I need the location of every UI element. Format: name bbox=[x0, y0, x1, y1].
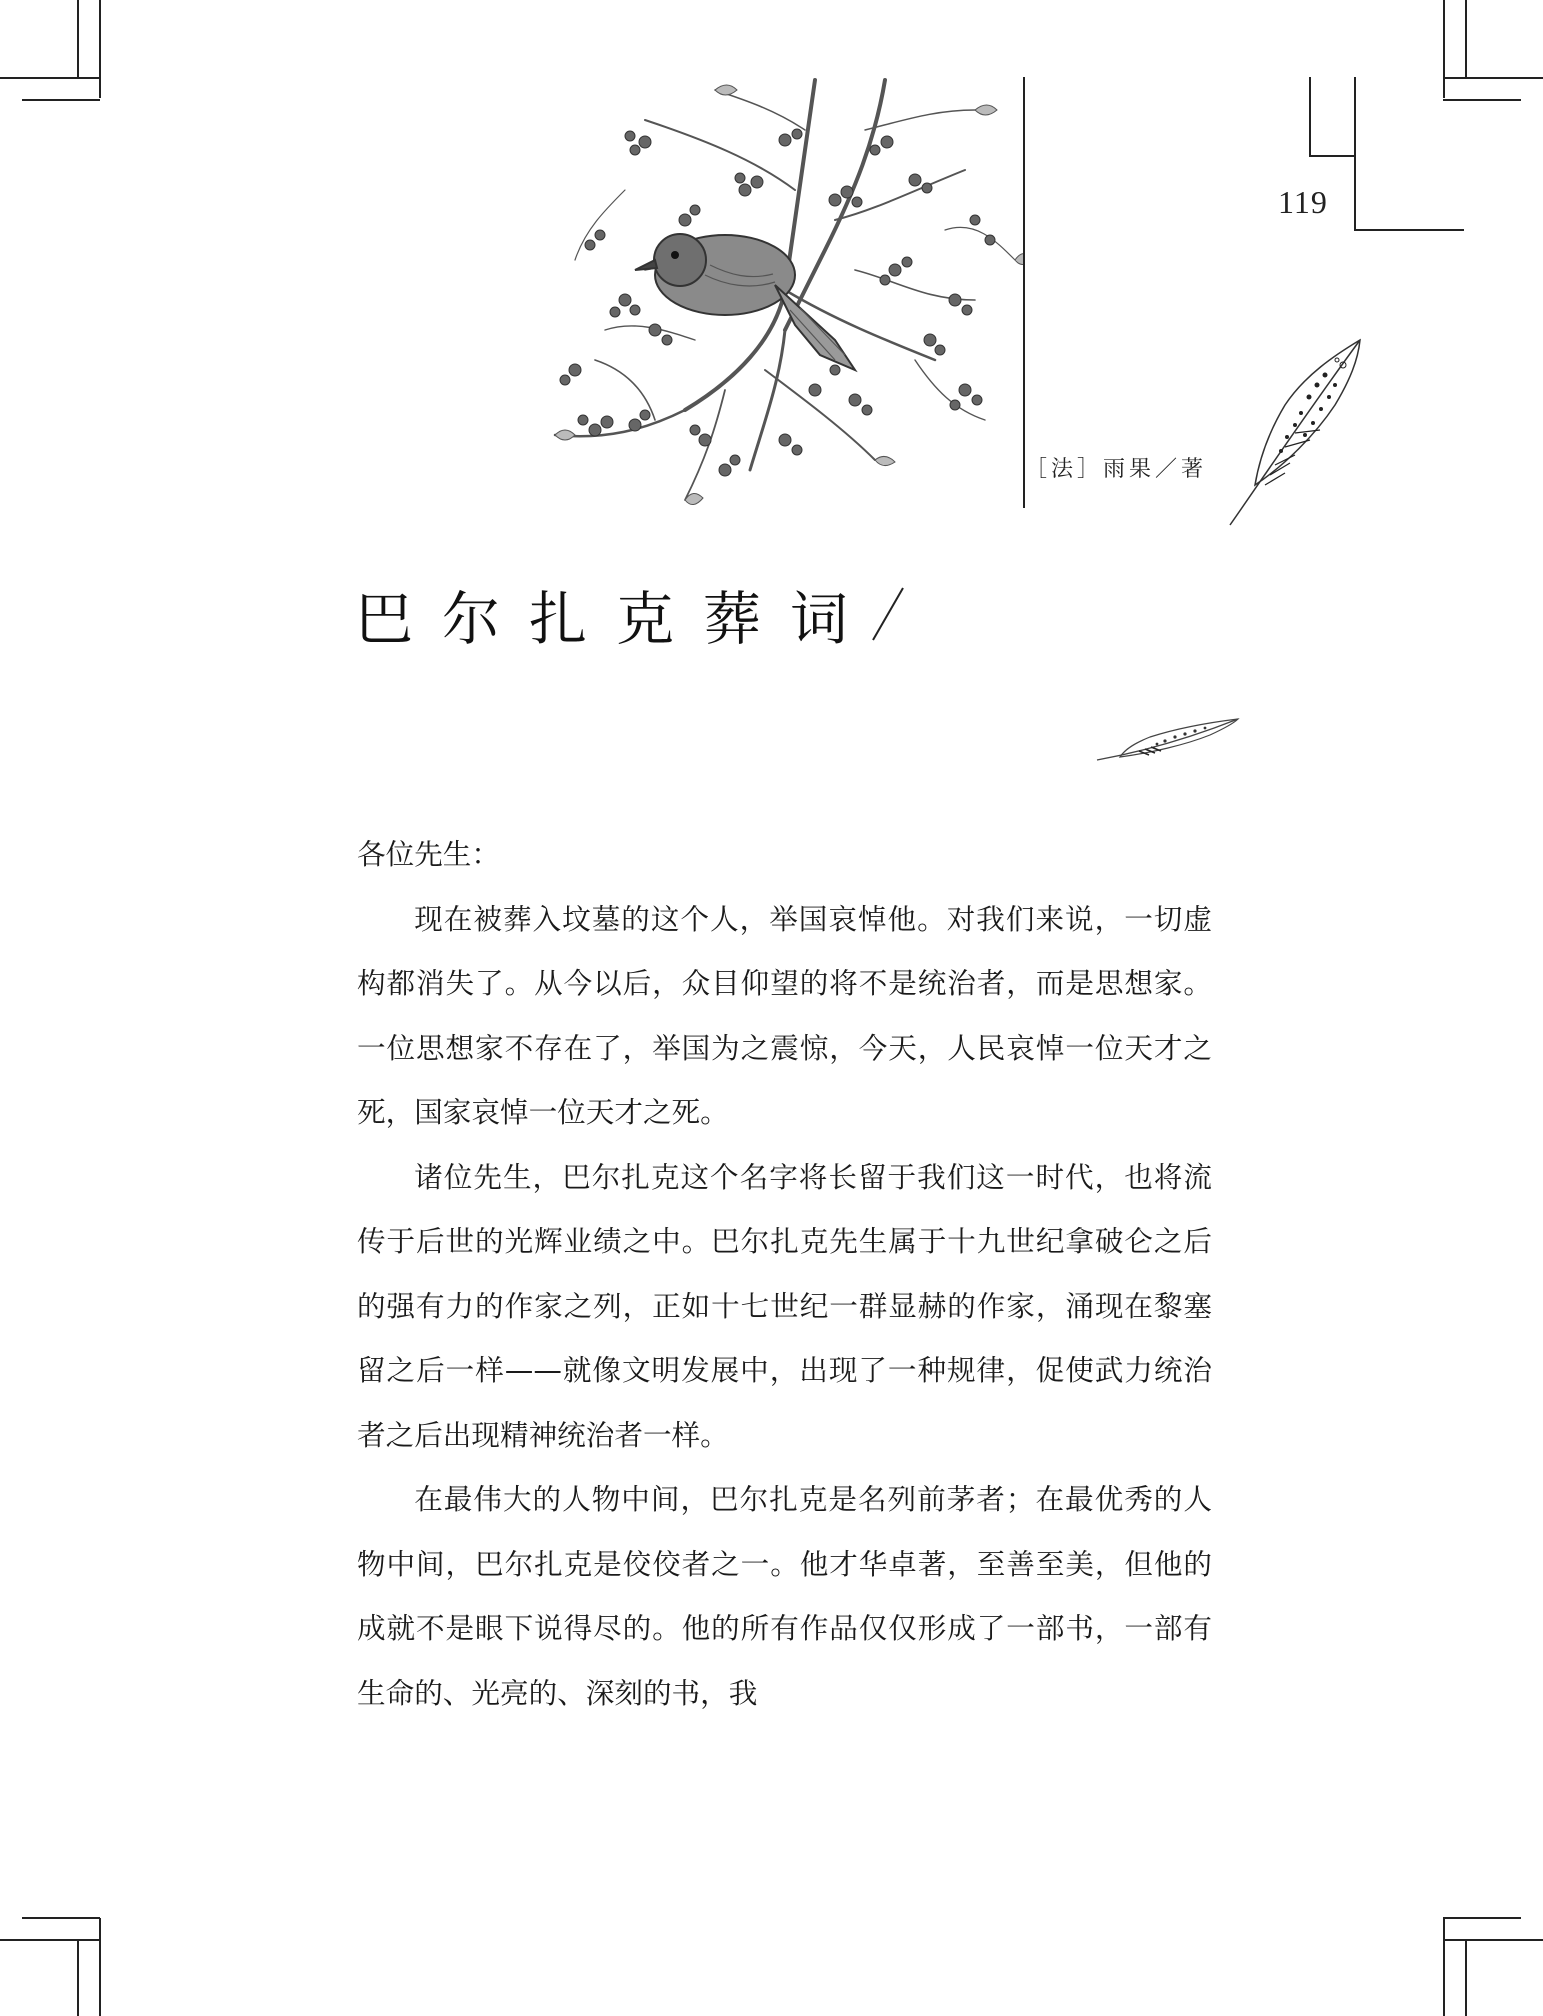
title-slash-icon bbox=[869, 586, 905, 642]
crop-mark-top-right-h2 bbox=[1443, 99, 1521, 101]
bird-on-branch-icon bbox=[535, 70, 1025, 510]
crop-mark-top-right-v2 bbox=[1465, 0, 1467, 78]
crop-mark-top-left-h bbox=[0, 77, 99, 79]
paragraph-2: 诸位先生，巴尔扎克这个名字将长留于我们这一时代，也将流传于后世的光辉业绩之中。巴尔扎克先生属于十九世纪拿破仑之后的强有力的作家之列，正如十七世纪一群显赫的作家，涌现在黎塞留之后一样——就像文明发展中，出现了一种规律，促使武力统治者之后出现精神统治者一样。 bbox=[357, 1159, 1212, 1452]
crop-mark-bottom-right-h bbox=[1443, 1939, 1543, 1941]
crop-mark-top-left-v bbox=[99, 0, 101, 98]
crop-mark-bottom-left-v2 bbox=[77, 1939, 79, 2016]
crop-mark-bottom-left-v bbox=[99, 1918, 101, 2016]
crop-mark-top-right-h bbox=[1443, 77, 1543, 79]
salutation: 各位先生： bbox=[357, 837, 500, 871]
crop-mark-header-h1 bbox=[1309, 155, 1354, 157]
author-credit: ［法］雨果／著 bbox=[1025, 457, 1208, 482]
crop-mark-bottom-right-v2 bbox=[1465, 1939, 1467, 2016]
header-divider bbox=[1023, 77, 1025, 508]
small-feather-icon bbox=[1095, 715, 1240, 765]
body-text bbox=[357, 822, 1212, 1725]
crop-mark-bottom-left-h2 bbox=[22, 1917, 100, 1919]
crop-mark-bottom-right-v bbox=[1443, 1918, 1445, 2016]
crop-mark-header-v1 bbox=[1309, 77, 1311, 155]
feather-icon bbox=[1225, 335, 1365, 530]
page-number: 119 bbox=[1278, 184, 1328, 220]
crop-mark-top-right-v bbox=[1443, 0, 1445, 98]
crop-mark-bottom-right-h2 bbox=[1443, 1917, 1521, 1919]
crop-mark-bottom-left-h bbox=[0, 1939, 99, 1941]
crop-mark-header-v2 bbox=[1354, 77, 1356, 229]
page-title: 巴尔扎克葬词 bbox=[355, 585, 878, 653]
crop-mark-top-left-h2 bbox=[22, 99, 100, 101]
crop-mark-header-h2 bbox=[1354, 229, 1464, 231]
paragraph-1: 现在被葬入坟墓的这个人，举国哀悼他。对我们来说，一切虚构都消失了。从今以后，众目仰望的将不是统治者，而是思想家。一位思想家不存在了，举国为之震惊，今天，人民哀悼一位天才之死，国家哀悼一位天才之死。 bbox=[357, 901, 1212, 1129]
paragraph-3: 在最伟大的人物中间，巴尔扎克是名列前茅者；在最优秀的人物中间，巴尔扎克是佼佼者之一。他才华卓著，至善至美，但他的成就不是眼下说得尽的。他的所有作品仅仅形成了一部书，一部有生命的、光亮的、深刻的书，我 bbox=[357, 1482, 1212, 1710]
crop-mark-top-left-v2 bbox=[77, 0, 79, 78]
